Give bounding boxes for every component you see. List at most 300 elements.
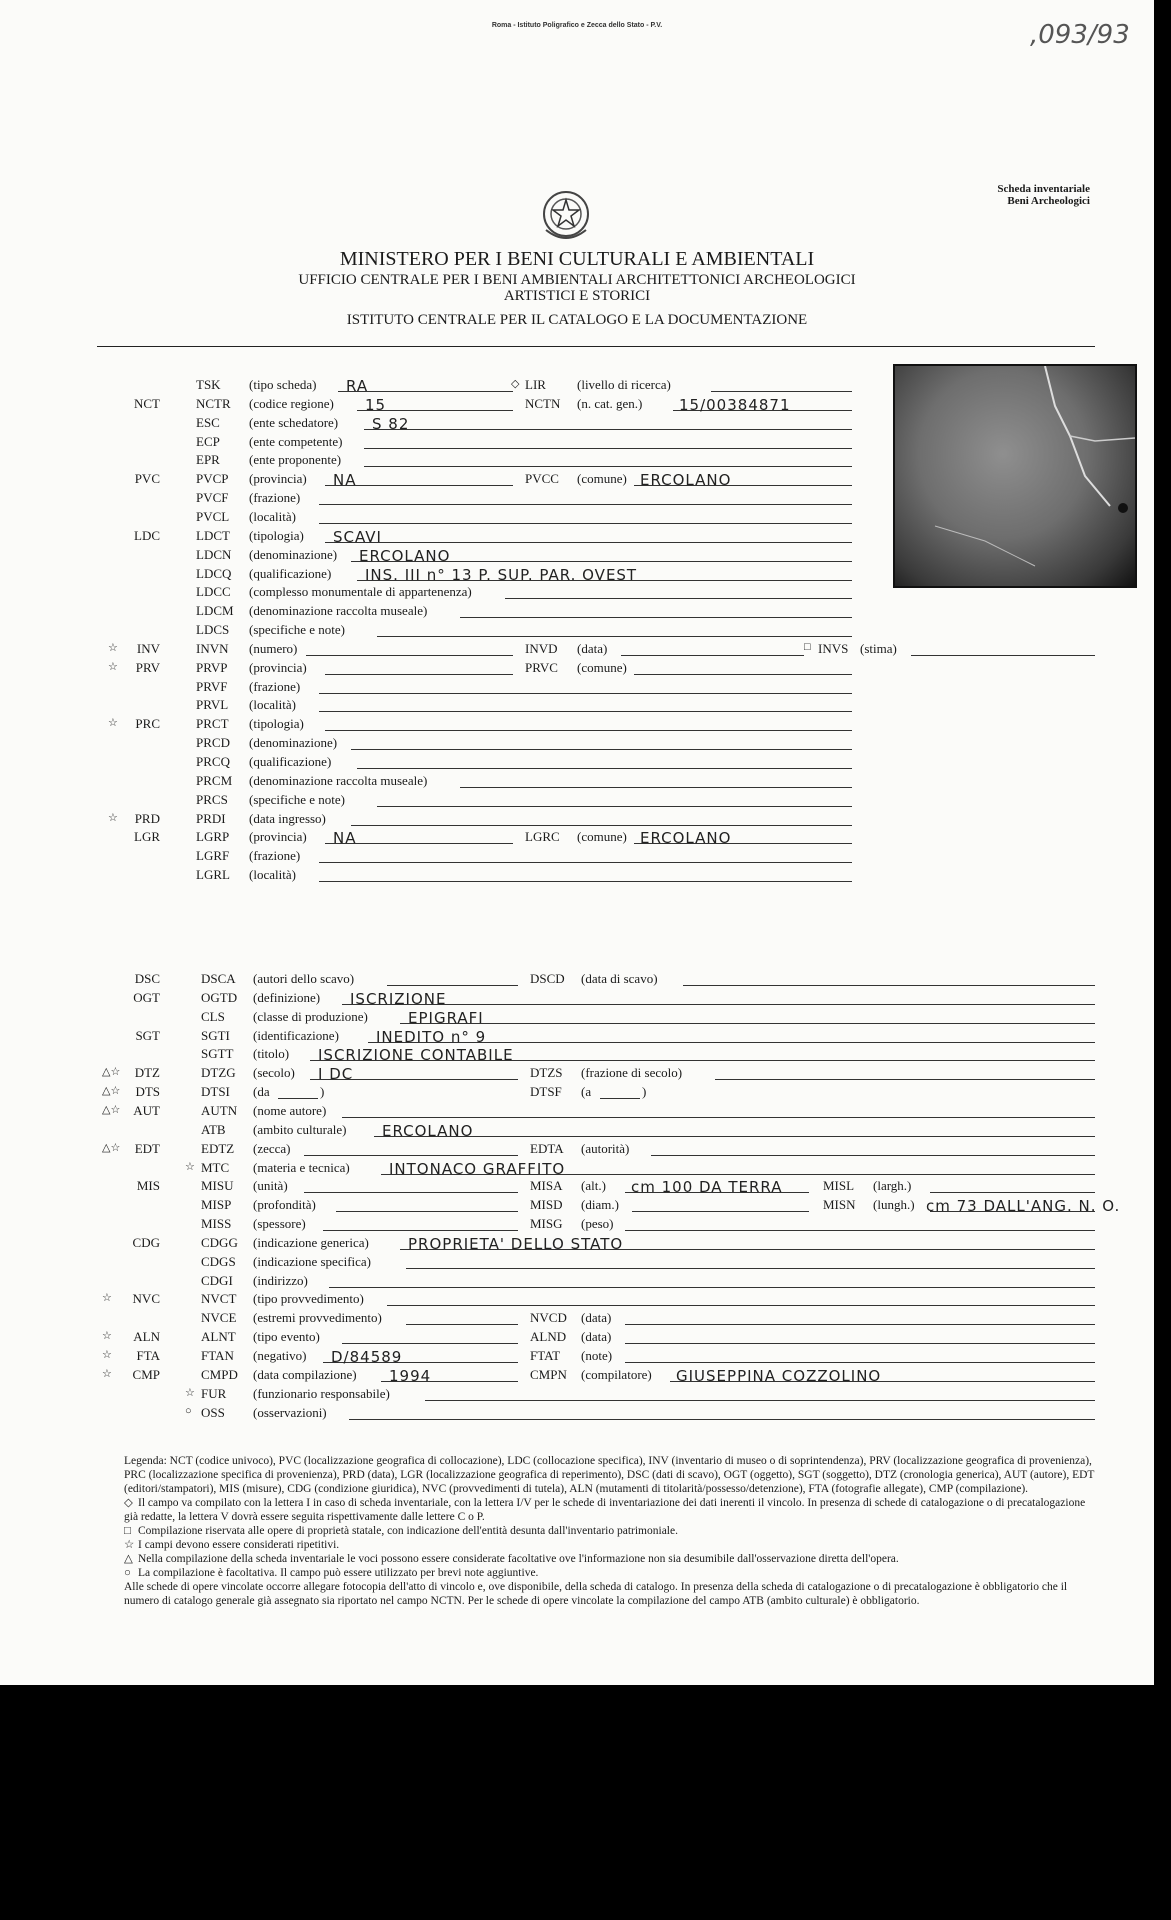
handwritten-value: ISCRIZIONE CONTABILE xyxy=(318,1046,514,1065)
bottom-row-fur xyxy=(0,1386,1154,1404)
printer-line: Roma - Istituto Poligrafico e Zecca dello Stato - P.V. xyxy=(491,22,663,29)
field-code: PRVL xyxy=(196,697,229,713)
field-code: PVCC xyxy=(525,471,559,487)
top-row-ldcc xyxy=(0,584,1154,602)
field-code: ESC xyxy=(196,414,220,430)
field-label: (tipo evento) xyxy=(253,1329,320,1345)
field-code: SGTI xyxy=(201,1027,230,1043)
field-label: (denominazione) xyxy=(249,735,338,751)
repeat-mark: ☆ xyxy=(102,1330,112,1343)
field-value-line[interactable] xyxy=(319,867,852,882)
field-value-line[interactable] xyxy=(625,1329,1095,1344)
field-value-line[interactable] xyxy=(325,660,513,675)
repeat-mark: ☆ xyxy=(102,1292,112,1305)
field-value-line[interactable] xyxy=(351,735,852,750)
field-value-line[interactable] xyxy=(460,773,852,788)
bottom-row-nvce xyxy=(0,1310,1154,1328)
field-value-line[interactable] xyxy=(460,603,852,618)
field-value-line[interactable] xyxy=(930,1178,1095,1193)
field-value-line[interactable] xyxy=(329,1273,1095,1288)
field-label: (a xyxy=(581,1084,592,1100)
field-mark: ☆ xyxy=(185,1160,195,1173)
legend-note xyxy=(124,1566,1100,1580)
field-code: PVCF xyxy=(196,490,229,506)
field-code: MISU xyxy=(201,1178,234,1194)
field-code: LGRF xyxy=(196,848,230,864)
close-paren: ) xyxy=(320,1084,325,1100)
repeat-mark: △☆ xyxy=(102,1066,121,1079)
legend-note-symbol: □ xyxy=(124,1525,131,1537)
field-label: (peso) xyxy=(581,1216,614,1232)
bottom-row-edtz xyxy=(0,1141,1154,1159)
legend-note-text: Compilazione riservata alle opere di proprietà statale, con indicazione dell'entità desunta dall'inventario patrimoniale. xyxy=(138,1525,678,1537)
field-label: (indicazione specifica) xyxy=(253,1253,372,1269)
archive-number: ,093/93 xyxy=(1030,20,1130,50)
field-code: LIR xyxy=(525,377,546,392)
field-value-line[interactable] xyxy=(342,1329,518,1344)
legend-note xyxy=(124,1524,1100,1538)
field-code: ECP xyxy=(196,433,220,449)
field-code: NVCT xyxy=(201,1291,237,1307)
section-code: SGT xyxy=(135,1027,160,1043)
top-row-prcs xyxy=(0,792,1154,810)
bottom-row-dtzg xyxy=(0,1065,1154,1083)
republic-emblem-icon xyxy=(536,186,596,246)
section-code: LDC xyxy=(134,527,160,543)
field-value-line[interactable] xyxy=(911,641,1095,656)
field-value-line[interactable] xyxy=(625,1216,1095,1231)
field-code: AUTN xyxy=(201,1102,238,1118)
field-code: FTAN xyxy=(201,1348,234,1363)
field-label: (compilatore) xyxy=(581,1366,652,1382)
top-row-ldcs xyxy=(0,622,1154,640)
field-code: PRCT xyxy=(196,716,229,732)
field-mark: ○ xyxy=(185,1404,192,1417)
section-code: DTS xyxy=(135,1084,160,1100)
repeat-mark: △☆ xyxy=(102,1085,121,1098)
top-row-ecp xyxy=(0,434,1154,452)
field-label: (ente proponente) xyxy=(249,452,342,468)
top-row-prvf xyxy=(0,679,1154,697)
field-value-line[interactable] xyxy=(683,971,1095,986)
field-value-line[interactable] xyxy=(387,1291,1095,1306)
field-label: (spessore) xyxy=(253,1216,306,1232)
section-code: INV xyxy=(136,640,160,656)
repeat-mark: ☆ xyxy=(102,1349,112,1361)
handwritten-value: ERCOLANO xyxy=(359,546,451,565)
top-row-prcq xyxy=(0,754,1154,772)
field-code: PRDI xyxy=(196,810,226,826)
handwritten-value: INS. III n° 13 P. SUP. PAR. OVEST xyxy=(365,565,638,584)
bottom-row-dtsi xyxy=(0,1084,1154,1102)
field-code: MISG xyxy=(530,1216,563,1232)
scheda-label xyxy=(980,183,1090,207)
repeat-mark: ☆ xyxy=(108,660,118,673)
field-code: PRCS xyxy=(196,791,228,807)
field-label: (identificazione) xyxy=(253,1027,339,1043)
field-label: (indicazione generica) xyxy=(253,1234,369,1250)
handwritten-value: INTONACO GRAFFITO xyxy=(389,1159,566,1178)
field-label: (autori dello scavo) xyxy=(253,971,355,986)
field-code: MTC xyxy=(201,1159,230,1175)
field-label: (frazione) xyxy=(249,490,301,506)
field-label: (denominazione raccolta museale) xyxy=(249,772,428,788)
field-code: OGTD xyxy=(201,989,238,1005)
field-label: (estremi provvedimento) xyxy=(253,1310,382,1326)
field-label: (zecca) xyxy=(253,1140,291,1156)
field-code: DTZS xyxy=(530,1065,563,1081)
field-code: NCTN xyxy=(525,395,561,411)
field-label: (denominazione raccolta museale) xyxy=(249,603,428,619)
bottom-row-cmpd xyxy=(0,1367,1154,1385)
field-code: PRCM xyxy=(196,772,233,788)
field-value-line[interactable] xyxy=(364,415,852,430)
field-label: (località) xyxy=(249,508,296,524)
field-label: (specifiche e note) xyxy=(249,791,346,807)
top-row-ldcq xyxy=(0,566,1154,584)
field-code: PRVF xyxy=(196,678,228,694)
field-label: (provincia) xyxy=(249,659,307,675)
field-code: LDCQ xyxy=(196,565,232,581)
field-value-line[interactable] xyxy=(342,990,1095,1005)
section-code: LGR xyxy=(134,829,160,845)
field-code: FUR xyxy=(201,1385,227,1401)
field-label: (autorità) xyxy=(581,1140,630,1156)
ministry-title: MINISTERO PER I BENI CULTURALI E AMBIENTALI xyxy=(339,248,815,270)
top-row-lgrf xyxy=(0,848,1154,866)
legend-note-text: I campi devono essere considerati ripetitivi. xyxy=(138,1539,340,1551)
bottom-row-sgti xyxy=(0,1028,1154,1046)
field-label: (note) xyxy=(581,1348,613,1363)
field-code: LGRC xyxy=(525,829,560,845)
handwritten-value: SCAVI xyxy=(333,527,382,546)
handwritten-value: S 82 xyxy=(372,414,410,433)
field-code: CMPD xyxy=(201,1366,238,1382)
field-code: MISL xyxy=(823,1178,855,1194)
legend-note-text: La compilazione è facoltativa. Il campo può essere utilizzato per brevi note aggiuntive. xyxy=(138,1567,539,1579)
scheda-label-line1: Scheda inventariale xyxy=(997,183,1090,195)
field-code: LDCN xyxy=(196,546,232,562)
field-value-line[interactable] xyxy=(400,1009,1095,1024)
field-label: (data compilazione) xyxy=(253,1366,357,1382)
field-value-line[interactable] xyxy=(377,622,852,637)
field-label: (data) xyxy=(577,640,608,656)
repeat-mark: △☆ xyxy=(102,1103,121,1116)
legend-note xyxy=(124,1552,1100,1566)
field-value-line[interactable] xyxy=(325,528,852,543)
close-paren: ) xyxy=(642,1084,647,1100)
field-label: (materia e tecnica) xyxy=(253,1159,350,1175)
legend-note-symbol: ☆ xyxy=(124,1539,135,1551)
field-label: (funzionario responsabile) xyxy=(253,1385,390,1401)
field-code: DTSF xyxy=(530,1084,562,1100)
section-code: AUT xyxy=(133,1102,160,1118)
field-value-line[interactable] xyxy=(364,452,852,467)
section-code: DSC xyxy=(134,971,160,986)
field-label: (ente schedatore) xyxy=(249,414,339,430)
top-row-prct xyxy=(0,716,1154,734)
top-row-esc xyxy=(0,415,1154,433)
top-row-epr xyxy=(0,452,1154,470)
field-value-line[interactable] xyxy=(351,811,852,826)
field-value-line[interactable] xyxy=(377,792,852,807)
field-code: PRCQ xyxy=(196,754,230,769)
field-label: (frazione) xyxy=(249,848,301,864)
field-label: (tipologia) xyxy=(249,527,304,543)
field-label: (n. cat. gen.) xyxy=(577,395,643,411)
field-value-line[interactable] xyxy=(319,679,852,694)
field-label: (tipo scheda) xyxy=(249,377,317,392)
field-label: (località) xyxy=(249,867,296,883)
field-code: INVS xyxy=(818,640,849,656)
field-value-line[interactable] xyxy=(336,1197,518,1212)
office-line-2: ARTISTICI E STORICI xyxy=(503,288,651,304)
field-code: TSK xyxy=(196,377,221,392)
section-code: NVC xyxy=(132,1291,160,1307)
bottom-row-ftan xyxy=(0,1348,1154,1366)
top-row-nctr xyxy=(0,396,1154,414)
section-code: FTA xyxy=(136,1348,160,1363)
field-value-line[interactable] xyxy=(349,1405,1095,1420)
field-code: FTAT xyxy=(530,1348,561,1363)
handwritten-value: I DC xyxy=(318,1065,354,1084)
field-label: (data ingresso) xyxy=(249,810,326,826)
field-label: (specifiche e note) xyxy=(249,622,346,638)
field-label: (comune) xyxy=(577,659,627,675)
handwritten-value: D/84589 xyxy=(331,1348,403,1366)
field-label: (lungh.) xyxy=(873,1197,915,1213)
section-code: CDG xyxy=(132,1234,160,1250)
top-row-ldct xyxy=(0,528,1154,546)
field-label: (negativo) xyxy=(253,1348,307,1363)
bottom-row-cdgi xyxy=(0,1273,1154,1291)
legend-note xyxy=(124,1538,1100,1552)
bottom-row-misp xyxy=(0,1197,1154,1215)
field-value-line[interactable] xyxy=(651,1141,1095,1156)
field-label: (largh.) xyxy=(873,1178,912,1194)
field-label: (complesso monumentale di appartenenza) xyxy=(249,584,472,600)
top-row-pvcp xyxy=(0,471,1154,489)
section-code: PRC xyxy=(135,716,160,732)
field-label: (tipo provvedimento) xyxy=(253,1291,364,1307)
field-code: NCTR xyxy=(196,395,231,411)
handwritten-value: INEDITO n° 9 xyxy=(376,1027,487,1046)
section-code: NCT xyxy=(134,395,160,411)
field-code: PVCP xyxy=(196,471,229,487)
top-row-prvp xyxy=(0,660,1154,678)
field-value-line[interactable] xyxy=(621,641,804,656)
bottom-row-cdgg xyxy=(0,1235,1154,1253)
field-code: ALND xyxy=(530,1329,567,1345)
top-row-tsk xyxy=(0,377,1154,395)
bottom-row-nvct xyxy=(0,1291,1154,1309)
field-value-line[interactable] xyxy=(364,434,852,449)
handwritten-value: PROPRIETA' DELLO STATO xyxy=(408,1234,624,1253)
top-row-prdi xyxy=(0,811,1154,829)
top-row-lgrl xyxy=(0,867,1154,885)
handwritten-value: cm 100 DA TERRA xyxy=(631,1178,783,1197)
field-value-line[interactable] xyxy=(304,1178,518,1193)
handwritten-value: 1994 xyxy=(389,1366,432,1385)
handwritten-value: ERCOLANO xyxy=(640,829,732,848)
field-label: (qualificazione) xyxy=(249,565,332,581)
field-code: DSCD xyxy=(530,971,565,986)
field-code: NVCE xyxy=(201,1310,237,1326)
bottom-row-dsca xyxy=(0,971,1154,989)
legend-note-text: Il campo va compilato con la lettera I in caso di scheda inventariale, con la lettera I/V per le schede di inventariazione dei dati inerenti il vincolo. In presenza di schede di catalogazione o di precatalogazione già redatte, la lettera V dovrà essere seguita rispettivamente dalle lettere C o P. xyxy=(124,1497,1086,1523)
legend-note xyxy=(124,1496,1100,1524)
field-label: (unità) xyxy=(253,1178,288,1194)
section-code: PRV xyxy=(135,659,160,675)
field-code: INVN xyxy=(196,640,229,656)
legend-note-symbol: ◇ xyxy=(124,1497,133,1509)
field-label: (codice regione) xyxy=(249,395,334,411)
field-value-line[interactable] xyxy=(711,377,852,392)
repeat-mark: ☆ xyxy=(108,811,118,824)
handwritten-value: ERCOLANO xyxy=(382,1121,474,1140)
field-label: (provincia) xyxy=(249,471,307,487)
field-value-line[interactable] xyxy=(625,1348,1095,1363)
field-code: SGTT xyxy=(201,1046,234,1062)
top-row-prcd xyxy=(0,735,1154,753)
section-code: ALN xyxy=(133,1329,160,1345)
field-value-line[interactable] xyxy=(387,971,518,986)
field-value-line[interactable] xyxy=(306,641,513,656)
field-label: (secolo) xyxy=(253,1065,295,1081)
field-label: (nome autore) xyxy=(253,1102,327,1118)
field-value-line[interactable] xyxy=(304,1141,518,1156)
field-code: PVCL xyxy=(196,508,230,524)
field-code: CDGI xyxy=(201,1272,233,1288)
field-label: (comune) xyxy=(577,471,627,487)
bottom-row-misu xyxy=(0,1178,1154,1196)
field-code: LDCM xyxy=(196,603,234,619)
bottom-row-atb xyxy=(0,1122,1154,1140)
field-code: DTSI xyxy=(201,1084,230,1100)
field-value-line[interactable] xyxy=(319,697,852,712)
field-label: (definizione) xyxy=(253,989,321,1005)
top-row-ldcn xyxy=(0,547,1154,565)
section-code: MIS xyxy=(136,1178,160,1194)
field-label: (indirizzo) xyxy=(253,1272,308,1288)
field-code: EDTA xyxy=(530,1140,564,1156)
field-code: NVCD xyxy=(530,1310,567,1326)
field-mark: □ xyxy=(804,640,811,653)
field-value-line[interactable] xyxy=(374,1122,1095,1137)
institute-line: ISTITUTO CENTRALE PER IL CATALOGO E LA DOCUMENTAZIONE xyxy=(346,312,808,328)
field-value-line[interactable] xyxy=(319,509,852,524)
field-label: (località) xyxy=(249,697,296,713)
section-code: PRD xyxy=(134,810,160,826)
section-code: CMP xyxy=(132,1366,160,1382)
field-value-line[interactable] xyxy=(634,660,852,675)
top-row-prvl xyxy=(0,697,1154,715)
field-label: (stima) xyxy=(860,640,897,656)
handwritten-value: NA xyxy=(333,471,357,490)
handwritten-value: ISCRIZIONE xyxy=(350,989,447,1008)
field-value-line[interactable] xyxy=(406,1254,1095,1269)
scheda-label-line2: Beni Archeologici xyxy=(1007,195,1090,207)
field-label: (classe di produzione) xyxy=(253,1008,368,1024)
legend-final: Alle schede di opere vincolate occorre allegare fotocopia dell'atto di vincolo e, ove disponibile, della scheda di catalogo. In presenza della scheda di catalogazione o di precatalogazione è obbligatorio che il numero di catalogo generale già assegnato sia riportato nel campo NCTN. Per le schede di opere vincolate la compilazione del campo ATB (ambito culturale) è obbligatorio. xyxy=(124,1581,1068,1607)
legend-note-symbol: △ xyxy=(124,1553,133,1565)
field-value-line[interactable] xyxy=(357,754,852,769)
field-code: LDCS xyxy=(196,622,230,638)
bottom-row-ogtd xyxy=(0,990,1154,1008)
field-value-line[interactable] xyxy=(319,848,852,863)
field-mark: ◇ xyxy=(511,378,520,390)
repeat-mark: △☆ xyxy=(102,1141,121,1154)
section-code: OGT xyxy=(133,989,160,1005)
top-row-ldcm xyxy=(0,603,1154,621)
field-value-line[interactable] xyxy=(323,1216,518,1231)
field-code: LGRP xyxy=(196,829,230,845)
field-label: (frazione) xyxy=(249,678,301,694)
field-code: MISP xyxy=(201,1197,232,1213)
field-label: (provincia) xyxy=(249,829,307,845)
field-code: MISA xyxy=(530,1178,563,1194)
field-code: INVD xyxy=(525,640,558,656)
field-value-line[interactable] xyxy=(632,1197,809,1212)
field-code: MISD xyxy=(530,1197,563,1213)
handwritten-value: ERCOLANO xyxy=(640,471,732,490)
field-value-line[interactable] xyxy=(715,1065,1095,1080)
section-code: EDT xyxy=(134,1140,160,1156)
field-value-line[interactable] xyxy=(505,584,852,599)
field-label: (alt.) xyxy=(581,1178,606,1194)
field-label: (profondità) xyxy=(253,1197,316,1213)
top-row-pvcf xyxy=(0,490,1154,508)
field-value-line[interactable] xyxy=(625,1310,1095,1325)
field-code: DSCA xyxy=(201,971,236,986)
field-label: (livello di ricerca) xyxy=(577,377,671,392)
field-code: PRVP xyxy=(196,659,228,675)
bottom-row-cls xyxy=(0,1009,1154,1027)
field-value-line[interactable] xyxy=(406,1310,518,1325)
field-code: MISS xyxy=(201,1216,232,1232)
field-label: (numero) xyxy=(249,640,298,656)
field-code: CMPN xyxy=(530,1366,567,1382)
field-value-line[interactable] xyxy=(325,716,852,731)
field-code: PRCD xyxy=(196,735,230,751)
field-code: PRVC xyxy=(525,659,558,675)
repeat-mark: ☆ xyxy=(108,717,118,730)
field-value-line[interactable] xyxy=(278,1084,318,1099)
field-code: LDCT xyxy=(196,527,230,543)
legend-block xyxy=(124,1454,1100,1608)
bottom-row-sgtt xyxy=(0,1046,1154,1064)
field-value-line[interactable] xyxy=(342,1103,1095,1118)
field-value-line[interactable] xyxy=(600,1084,640,1099)
field-value-line[interactable] xyxy=(425,1386,1095,1401)
field-mark: ☆ xyxy=(185,1386,195,1399)
section-code: PVC xyxy=(134,471,160,487)
bottom-row-alnt xyxy=(0,1329,1154,1347)
legend-main xyxy=(124,1454,1100,1496)
field-label: (comune) xyxy=(577,829,627,845)
bottom-row-cdgs xyxy=(0,1254,1154,1272)
handwritten-value: 15 xyxy=(365,395,387,414)
field-label: (ambito culturale) xyxy=(253,1121,347,1137)
field-code: ATB xyxy=(201,1121,226,1137)
field-label: (frazione di secolo) xyxy=(581,1065,683,1081)
handwritten-value: EPIGRAFI xyxy=(408,1008,484,1027)
field-code: EPR xyxy=(196,452,220,468)
top-row-prcm xyxy=(0,773,1154,791)
field-value-line[interactable] xyxy=(319,490,852,505)
section-code: DTZ xyxy=(134,1065,160,1081)
field-code: CLS xyxy=(201,1008,225,1024)
